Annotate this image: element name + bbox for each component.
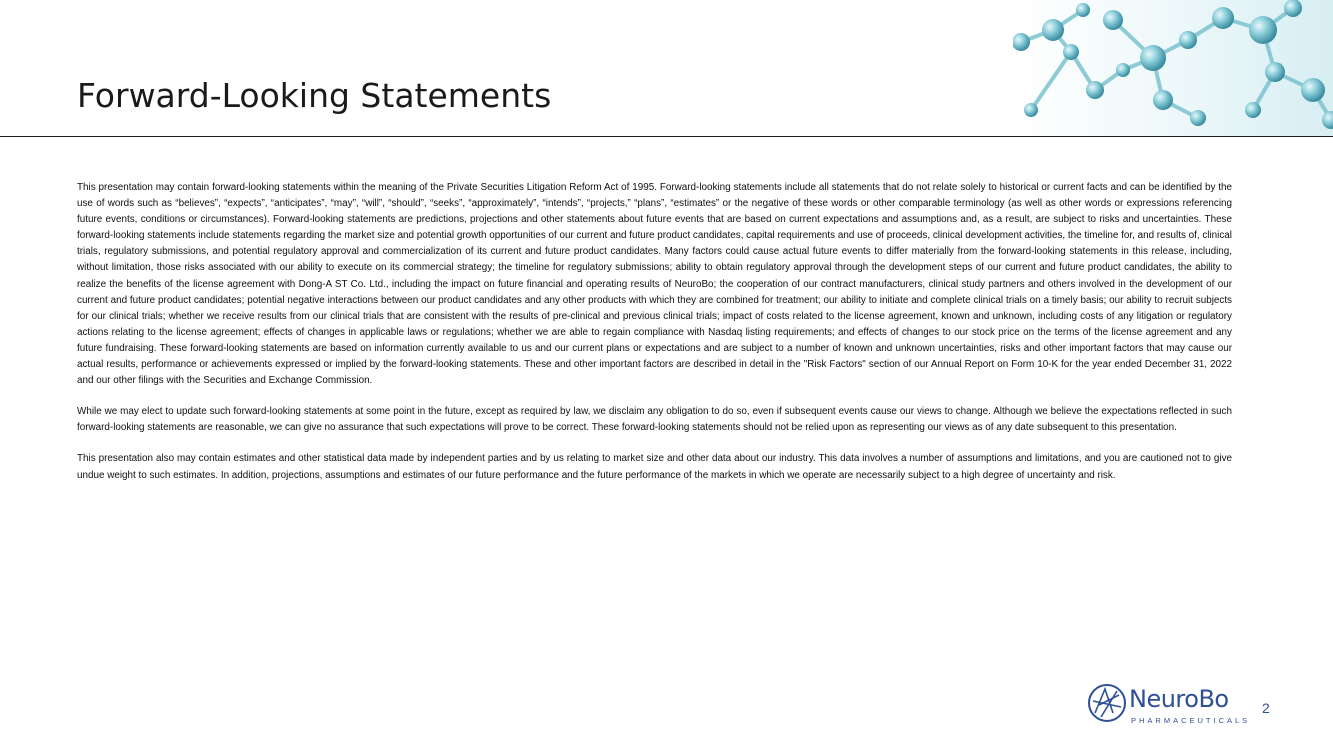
molecule-illustration-icon xyxy=(1013,0,1333,136)
neurobo-logo xyxy=(1087,683,1251,729)
disclaimer-body xyxy=(77,180,1232,499)
logo-subtitle: PHARMACEUTICALS xyxy=(1131,716,1251,725)
logo-wordmark: NeuroBo xyxy=(1129,685,1229,713)
page-number: 2 xyxy=(1262,700,1270,716)
slide-title: Forward-Looking Statements xyxy=(77,76,552,115)
disclaimer-paragraph: While we may elect to update such forward-looking statements at some point in the future, except as required by law, we disclaim any obligation to do so, even if subsequent events cause our views to change. Although we believe the expectations reflected in such forward-looking statements are reasonable, we can give no assurance that such expectations will prove to be correct. These forward-looking statements should not be relied upon as representing our views as of any date subsequent to this presentation. xyxy=(77,406,1232,434)
disclaimer-paragraph: This presentation also may contain estimates and other statistical data made by independent parties and by us relating to market size and other data about our industry. This data involves a number of assumptions and limitations, and you are cautioned not to give undue weight to such estimates. In addition, projections, assumptions and estimates of our future performance and the future performance of the markets in which we operate are necessarily subject to a high degree of uncertainty and risk. xyxy=(77,453,1232,481)
neurobo-mark-icon xyxy=(1087,683,1127,723)
disclaimer-paragraph: This presentation may contain forward-looking statements within the meaning of the Private Securities Litigation Reform Act of 1995. Forward-looking statements include all statements that do not relate solely to historical or current facts and can be identified by the use of words such as “believes”, “expects”, “anticipates”, “may”, “will”, “should”, “seeks”, “approximately”, “intends”, “projects,” “plans”, “estimates” or the negative of these words or other comparable terminology (as well as other words or expressions referencing future events, conditions or circumstances). Forward-looking statements are predictions, projections and other statements about future events that are based on current expectations and assumptions and, as a result, are subject to risks and uncertainties. These forward-looking statements include statements regarding the market size and potential growth opportunities of our current and future product candidates, capital requirements and use of proceeds, clinical development activities, the timeline for, and results of, clinical trials, regulatory submissions, and potential regulatory approval and commercialization of its current and future product candidates. Many factors could cause actual future events to differ materially from the forward-looking statements in this release, including, without limitation, those risks associated with our ability to execute on its commercial strategy; the timeline for regulatory submissions; ability to obtain regulatory approval through the development steps of our current and future product candidates, the ability to realize the benefits of the license agreement with Dong-A ST Co. Ltd., including the impact on future financial and operating results of NeuroBo; the cooperation of our contract manufacturers, clinical study partners and others involved in the development of our current and future product candidates; potential negative interactions between our product candidates and any other products with which they are combined for treatment; our ability to initiate and complete clinical trials on a timely basis; our ability to recruit subjects for our clinical trials; whether we receive results from our clinical trials that are consistent with the results of pre-clinical and previous clinical trials; impact of costs related to the license agreement, known and unknown, including costs of any litigation or regulatory actions relating to the license agreement; effects of changes in applicable laws or regulations; whether we are able to regain compliance with Nasdaq listing requirements; and effects of changes to our stock price on the terms of the license agreement and any future fundraising. These forward-looking statements are based on information currently available to us and our current plans or expectations and are subject to a number of known and unknown uncertainties, risks and other important factors that may cause our actual results, performance or achievements expressed or implied by the forward-looking statements. These and other important factors are described in detail in the "Risk Factors" section of our Annual Report on Form 10-K for the year ended December 31, 2022 and our other filings with the Securities and Exchange Commission. xyxy=(77,182,1232,387)
title-divider xyxy=(0,136,1333,137)
